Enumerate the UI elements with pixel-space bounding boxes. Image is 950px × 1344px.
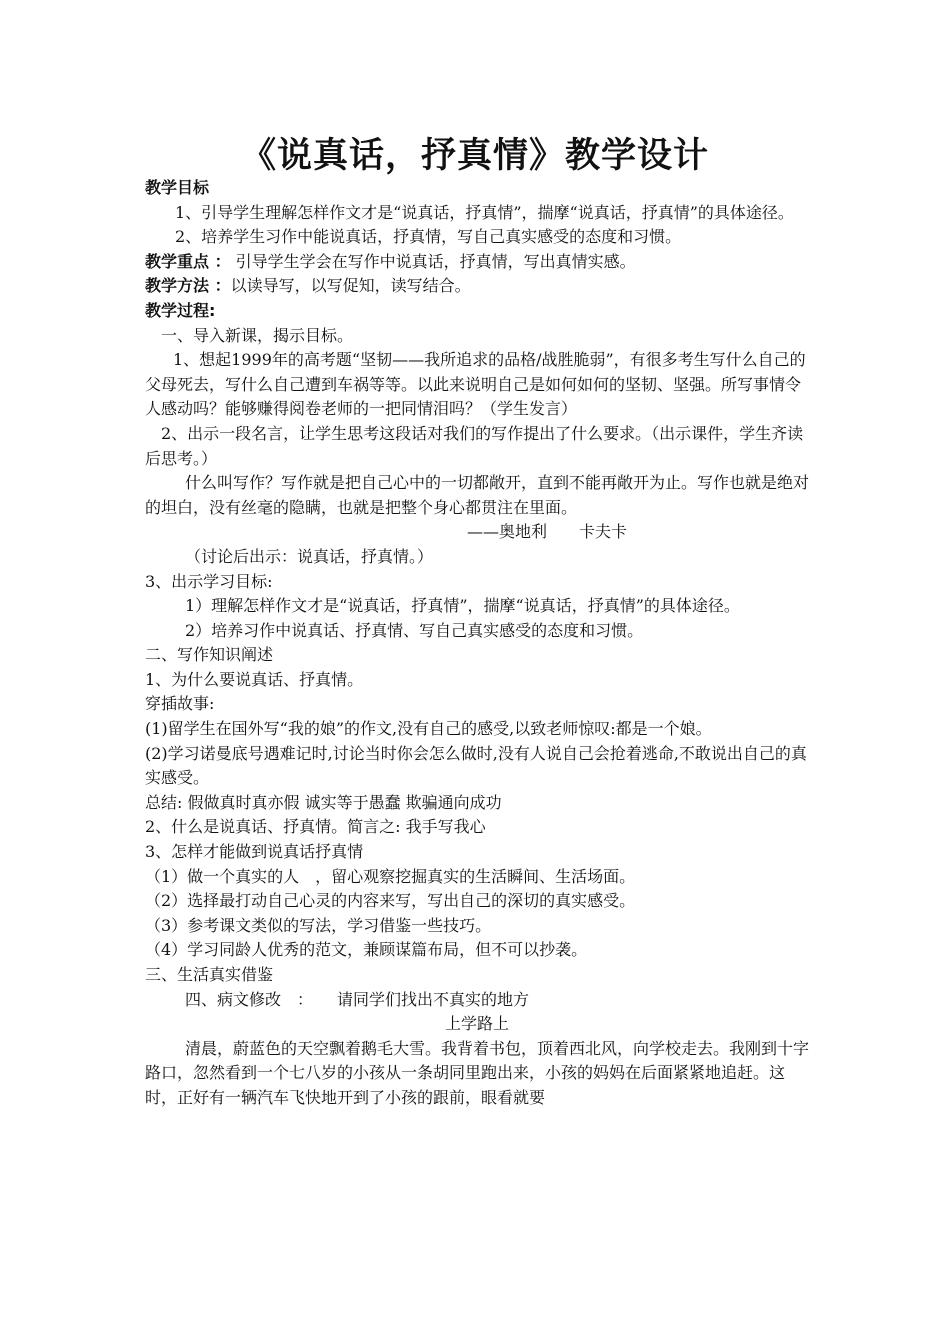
goal-heading: 教学目标 <box>145 178 210 197</box>
document-title: 《说真话，抒真情》教学设计 <box>240 135 709 176</box>
essay-text: 清晨，蔚蓝色的天空飘着鹅毛大雪。我背着书包，顶着西北风，向学校走去。我刚到十字路口，忽然看到一个七八岁的小孩从一条胡同里跑出来，小孩的妈妈在后面紧紧地追赶。这时，正好有一辆汽车飞快地开到了小孩的跟前，眼看就要 <box>145 1038 810 1107</box>
quote-text: 什么叫写作？写作就是把自己心中的一切都敞开，直到不能再敞开为止。写作也就是绝对的坦白，没有丝毫的隐瞒，也就是把整个身心都贯注在里面。 <box>145 473 810 517</box>
section-2-item-2: 2、什么是说真话、抒真情。简言之: 我手写我心 <box>145 817 486 837</box>
story-2: (2)学习诺曼底号遇难记时,讨论当时你会怎么做时,没有人说自己会抢着逃命,不敢说出自己的真实感受。 <box>145 743 807 788</box>
way-4: （4）学习同龄人优秀的范文，兼顾谋篇布局，但不可以抄袭。 <box>145 940 588 960</box>
method-text: 以读导写，以写促知，读写结合。 <box>230 276 471 296</box>
section-1-item-2: 2、出示一段名言，让学生思考这段话对我们的写作提出了什么要求。（出示课件，学生齐读后思考。） <box>145 423 804 468</box>
way-1: （1）做一个真实的人 ，留心观察挖掘真实的生活瞬间、生活场面。 <box>145 866 636 886</box>
document-body <box>145 176 809 1111</box>
section-2-item-1: 1、为什么要说真话、抒真情。 <box>145 669 364 689</box>
discussion-note: （讨论后出示：说真话，抒真情。） <box>185 546 434 566</box>
method-label: 教学方法 ： <box>145 276 231 296</box>
section-4-heading: 四、病文修改 ： 请同学们找出不真实的地方 <box>185 989 530 1009</box>
section-2-item-3: 3、怎样才能做到说真话抒真情 <box>145 842 364 862</box>
goal-2: 2、培养学生习作中能说真话，抒真情，写自己真实感受的态度和习惯。 <box>175 227 682 247</box>
process-heading: 教学过程: <box>145 300 216 320</box>
essay-title: 上学路上 <box>444 1014 509 1034</box>
section-1-item-3: 3、出示学习目标: <box>145 571 273 591</box>
objective-2: 2）培养习作中说真话、抒真情、写自己真实感受的态度和习惯。 <box>185 620 644 640</box>
quote-author: ——奥地利 卡夫卡 <box>467 522 628 542</box>
objective-1: 1）理解怎样作文才是“说真话，抒真情”，揣摩“说真话，抒真情”的具体途径。 <box>185 596 740 616</box>
way-2: （2）选择最打动自己心灵的内容来写，写出自己的深切的真实感受。 <box>145 891 636 911</box>
focus-text: 引导学生学会在写作中说真话，抒真情，写出真情实感。 <box>230 251 636 271</box>
section-3-heading: 三、生活真实借鉴 <box>145 965 274 984</box>
section-1-item-1: 1、想起1999年的高考题“坚韧——我所追求的品格/战胜脆弱”，有很多考生写什么自己的父母死去，写什么自己遭到车祸等等。以此来说明自己是如何如何的坚韧、坚强。所写事情令人感动吗？能够赚得阅卷老师的一把同情泪吗？（学生发言） <box>145 350 806 419</box>
focus-label: 教学重点 ： <box>145 251 231 271</box>
teaching-method <box>145 274 809 299</box>
teaching-focus <box>145 250 809 275</box>
section-1-heading: 一、导入新课，揭示目标。 <box>161 325 354 345</box>
summary: 总结: 假做真时真亦假 诚实等于愚蠢 欺骗通向成功 <box>145 792 502 812</box>
story-1: (1)留学生在国外写“我的娘”的作文,没有自己的感受,以致老师惊叹:都是一个娘。 <box>145 719 712 739</box>
goal-1: 1、引导学生理解怎样作文才是“说真话，抒真情”，揣摩“说真话，抒真情”的具体途径。 <box>175 202 794 222</box>
section-2-heading: 二、写作知识阐述 <box>145 645 274 665</box>
way-3: （3）参考课文类似的写法，学习借鉴一些技巧。 <box>145 915 492 935</box>
story-heading: 穿插故事: <box>145 694 215 714</box>
